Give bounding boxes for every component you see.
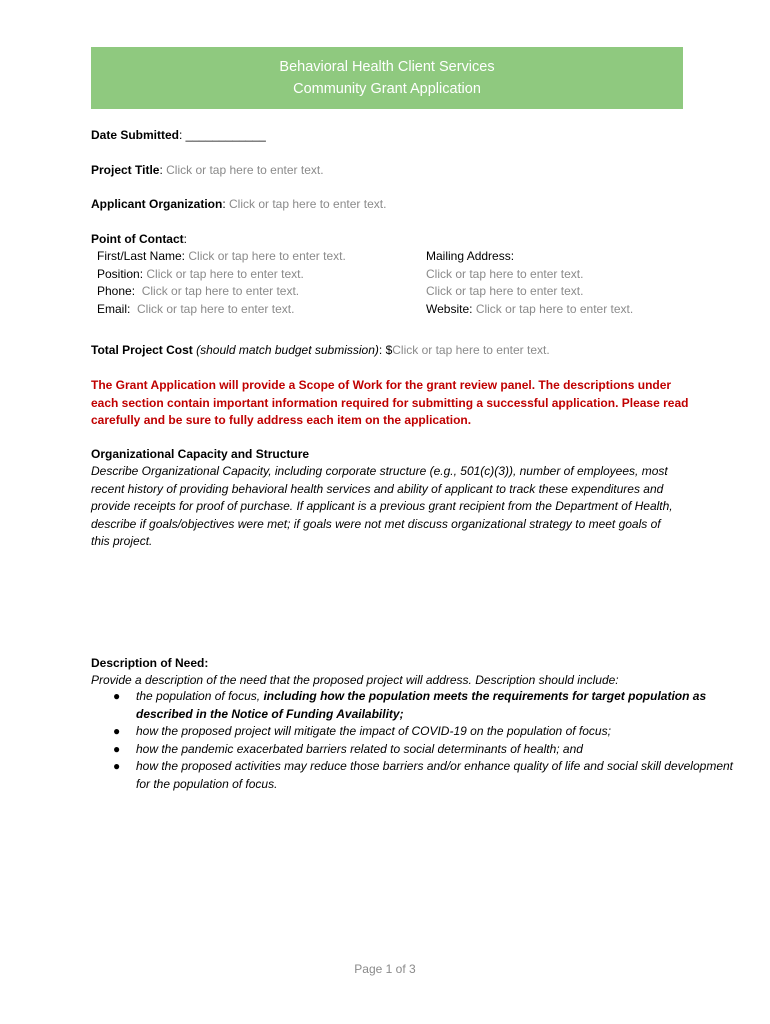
bullet-icon: ● <box>113 741 121 756</box>
website-label: Website: <box>426 301 473 316</box>
need-heading: Description of Need: <box>91 656 209 670</box>
contact-position-row <box>97 266 346 284</box>
need-item-3-text: how the pandemic exacerbated barriers related to social determinants of health; and <box>136 741 583 756</box>
title-banner <box>91 47 683 109</box>
bullet-icon: ● <box>113 724 121 738</box>
list-item <box>113 758 736 793</box>
need-item-4-text: how the proposed activities may reduce those barriers and/or enhance quality of life and social skill development for the population of focus. <box>136 759 733 791</box>
need-intro: Provide a description of the need that the proposed project will address. Description should include: <box>91 673 619 687</box>
mailing-address-field-1[interactable]: Click or tap here to enter text. <box>426 266 584 281</box>
need-item-1-text: the population of focus, <box>136 689 264 703</box>
date-submitted-label: Date Submitted <box>91 128 180 142</box>
org-capacity-description: Describe Organizational Capacity, including corporate structure (e.g., 501(c)(3)), number of employees, most recent history of providing behavioral health services and ability of applicant to track these expenditures and provide receipts for proof of purchase. If applicant is a previous grant recipient from the Department of Health, describe if goals/objectives were met; if goals were not met discuss organizational strategy to meet goals of this project. <box>91 464 673 548</box>
need-item-1-bold: including how the population meets the requirements for target population as described in the Notice of Funding Availability; <box>136 689 707 721</box>
project-title-field[interactable]: Click or tap here to enter text. <box>166 163 324 177</box>
mailing-address-label: Mailing Address: <box>426 249 515 263</box>
contact-name-row <box>97 248 346 266</box>
project-title-row: Project Title: Click or tap here to enter text. <box>91 163 324 177</box>
total-cost-note: (should match budget submission) <box>196 343 379 357</box>
contact-phone-field[interactable]: Click or tap here to enter text. <box>141 284 300 298</box>
mailing-address-field-2[interactable]: Click or tap here to enter text. <box>426 284 584 298</box>
date-submitted-row <box>91 127 266 143</box>
date-submitted-field[interactable]: : ____________ <box>179 128 266 142</box>
bullet-icon: ● <box>113 689 121 703</box>
website-field[interactable]: Click or tap here to enter text. <box>475 301 634 316</box>
contact-position-field[interactable]: Click or tap here to enter text. <box>146 266 304 281</box>
applicant-org-row: Applicant Organization: Click or tap here to enter text. <box>91 197 387 211</box>
list-item <box>113 741 736 759</box>
page-number-footer: Page 1 of 3 <box>354 962 416 976</box>
title-line-2: Community Grant Application <box>293 81 481 97</box>
list-item <box>113 688 736 723</box>
title-line-1: Behavioral Health Client Services <box>279 59 495 75</box>
need-requirements-list <box>91 688 736 793</box>
total-cost-field[interactable]: Click or tap here to enter text. <box>392 343 550 357</box>
contact-email-label: Email: <box>97 301 131 316</box>
contact-email-field[interactable]: Click or tap here to enter text. <box>137 301 295 316</box>
contact-right-column <box>426 248 633 318</box>
total-cost-row <box>91 342 550 358</box>
contact-phone-row <box>97 283 346 301</box>
point-of-contact-heading-row: Point of Contact: <box>91 232 187 246</box>
project-title-label: Project Title <box>91 163 160 177</box>
contact-position-label: Position: <box>97 266 144 281</box>
bullet-icon: ● <box>113 759 121 773</box>
website-row <box>426 301 633 319</box>
contact-phone-label: Phone: <box>97 284 136 298</box>
point-of-contact-heading: Point of Contact <box>91 232 184 246</box>
applicant-org-label: Applicant Organization <box>91 197 223 211</box>
contact-left-column <box>97 248 346 318</box>
total-cost-label: Total Project Cost <box>91 343 193 357</box>
list-item <box>113 723 736 741</box>
need-item-2-text: how the proposed project will mitigate the impact of COVID-19 on the population of focus; <box>136 724 611 738</box>
applicant-org-field[interactable]: Click or tap here to enter text. <box>229 197 387 211</box>
total-cost-prefix: : $ <box>378 343 393 357</box>
scope-of-work-notice: The Grant Application will provide a Scope of Work for the grant review panel. The descriptions under each section contain important information required for submitting a successful application. Please read carefully and be sure to fully address each item on the application. <box>91 378 689 427</box>
contact-name-label: First/Last Name: <box>97 249 186 263</box>
contact-name-field[interactable]: Click or tap here to enter text. <box>188 249 346 263</box>
contact-email-row <box>97 301 346 319</box>
org-capacity-heading: Organizational Capacity and Structure <box>91 447 310 461</box>
